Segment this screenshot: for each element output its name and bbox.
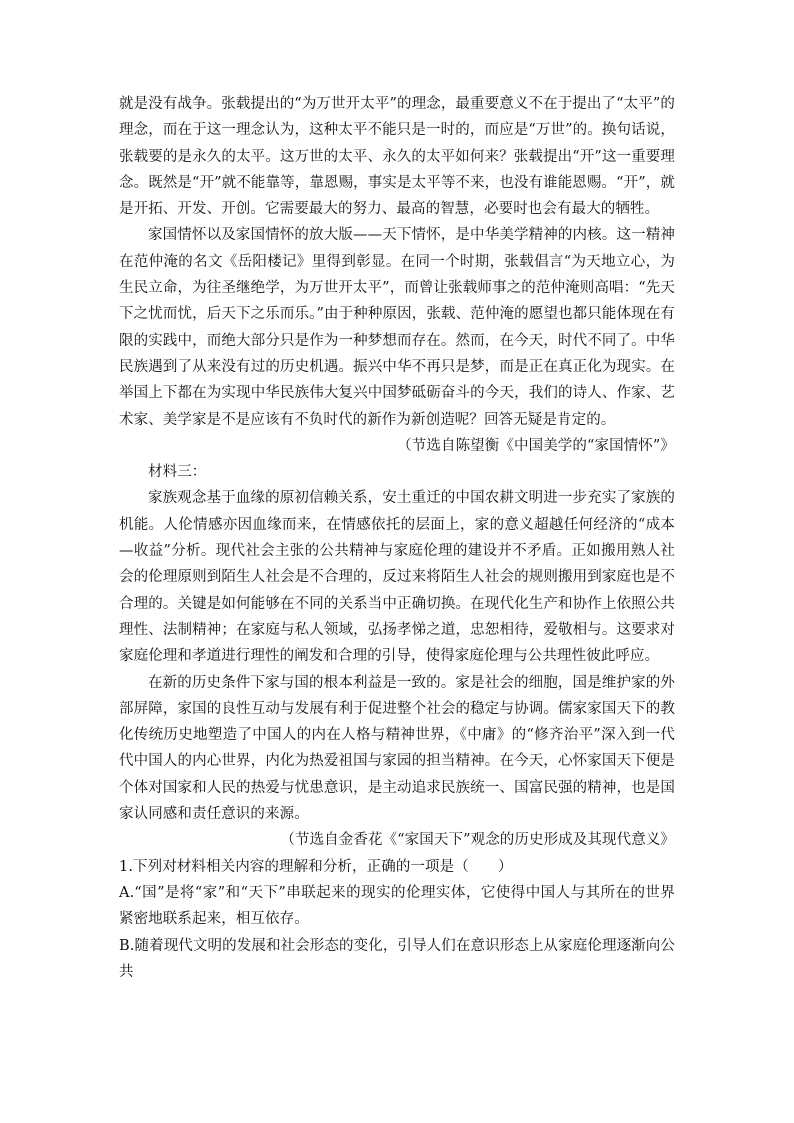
question-1-stem: 1.下列对材料相关内容的理解和分析，正确的一项是（ ） [119,858,513,875]
source-citation-2: （节选自陈望衡《中国美学的“家国情怀”》 [397,437,675,454]
material-3-heading: 材料三： [148,464,207,481]
passage-paragraph-2: 家国情怀以及家国情怀的放大版——天下情怀，是中华美学精神的内核。这一精神在范仲淹的名文《岳阳楼记》里得到彰显。在同一个时期，张载倡言“为天地立心，为生民立命，为往圣继绝学，为万世开太平”，而曾让张载师事之的范仲淹则高唱：“先天下之忧而忧，后天下之乐而乐。”由于种种原因，张载、范仲淹的愿望也都只能体现在有限的实践中，而绝大部分只是作为一种梦想而存在。然而，在今天，时代不同了。中华民族遇到了从来没有过的历史机遇。振兴中华不再只是梦，而是正在真正化为现实。在举国上下都在为实现中华民族伟大复兴中国梦砥砺奋斗的今天，我们的诗人、作家、艺术家、美学家是不是应该有不负时代的新作为新创造呢？回答无疑是肯定的。 [119,227,675,428]
passage-paragraph-3: 家族观念基于血缘的原初信赖关系，安土重迁的中国农耕文明进一步充实了家族的机能。人伦情感亦因血缘而来，在情感依托的层面上，家的意义超越任何经济的“成本—收益”分析。现代社会主张的公共精神与家庭伦理的建设并不矛盾。正如搬用熟人社会的伦理原则到陌生人社会是不合理的，反过来将陌生人社会的规则搬用到家庭也是不合理的。关键是如何能够在不同的关系当中正确切换。在现代化生产和协作上依照公共理性、法制精神；在家庭与私人领域，弘扬孝悌之道，忠恕相待，爱敬相与。这要求对家庭伦理和孝道进行理性的阐发和合理的引导，使得家庭伦理与公共理性彼此呼应。 [119,490,675,665]
document-body [119,91,675,985]
source-citation-3: （节选自金香花《“家国天下”观念的历史形成及其现代意义》 [280,832,675,849]
passage-paragraph-4: 在新的历史条件下家与国的根本利益是一致的。家是社会的细胞，国是维护家的外部屏障，家国的良性互动与发展有利于促进整个社会的稳定与协调。儒家家国天下的教化传统历史地塑造了中国人的内在人格与精神世界，《中庸》的“修齐治平”深入到一代代中国人的内心世界，内化为热爱祖国与家园的担当精神。在今天，心怀家国天下便是个体对国家和人民的热爱与忧患意识，是主动追求民族统一、国富民强的精神，也是国家认同感和责任意识的来源。 [119,674,675,823]
question-1-option-a: A.“国”是将“家”和“天下”串联起来的现实的伦理实体，它使得中国人与其所在的世界紧密地联系起来，相互依存。 [119,884,675,928]
question-1-option-b: B.随着现代文明的发展和社会形态的变化，引导人们在意识形态上从家庭伦理逐渐向公共 [119,937,675,980]
passage-paragraph-continued: 就是没有战争。张载提出的“为万世开太平”的理念，最重要意义不在于提出了“太平”的理念，而在于这一理念认为，这种太平不能只是一时的，而应是“万世”的。换句话说，张载要的是永久的太平。这万世的太平、永久的太平如何来？张载提出“开”这一重要理念。既然是“开”就不能靠等，靠恩赐，事实是太平等不来，也没有谁能恩赐。“开”，就是开拓、开发、开创。它需要最大的努力、最高的智慧，必要时也会有最大的牺牲。 [119,96,675,218]
